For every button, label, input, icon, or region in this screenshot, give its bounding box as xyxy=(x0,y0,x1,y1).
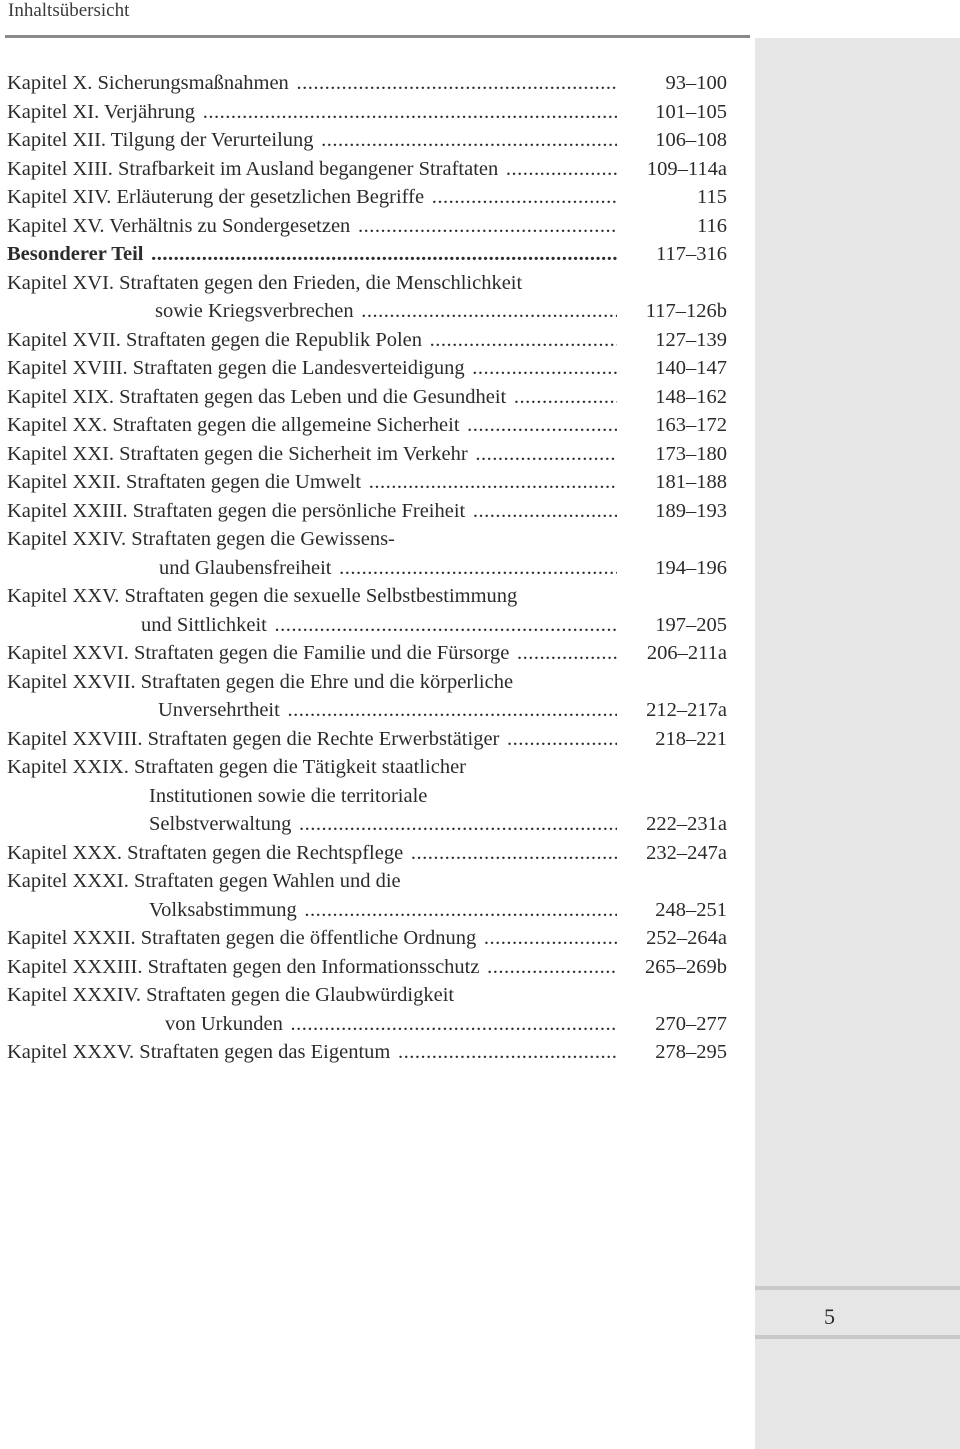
page-number-rule-top xyxy=(755,1286,960,1290)
toc-entry-label: Kapitel X. Sicherungsmaßnahmen xyxy=(7,72,289,94)
toc-entry-label: sowie Kriegsverbrechen xyxy=(155,300,354,322)
toc-entry-pages: 265–269b xyxy=(645,955,727,978)
toc-entry-pages: 117–316 xyxy=(656,243,727,265)
toc-entry xyxy=(7,839,727,867)
toc-entry xyxy=(7,468,727,496)
toc-entry-pages: 115 xyxy=(697,186,727,208)
toc-entry-pages: 189–193 xyxy=(655,499,727,522)
toc-entry-title xyxy=(7,981,617,1009)
toc-entry-title xyxy=(7,639,617,667)
toc-entry-title xyxy=(7,383,617,411)
toc-entry-pages: 278–295 xyxy=(655,1041,727,1063)
toc-entry-title xyxy=(7,98,617,126)
toc-entry-label: Kapitel XXVIII. Straftaten gegen die Rechte Erwerbstätiger xyxy=(7,727,500,750)
toc-entry xyxy=(7,183,727,211)
toc-entry xyxy=(7,240,727,268)
toc-entry-label: Besonderer Teil xyxy=(7,243,144,265)
toc-entry-title xyxy=(7,183,617,211)
toc-entry-pages: 140–147 xyxy=(655,357,727,379)
toc-entry-title xyxy=(7,212,617,240)
toc-entry xyxy=(7,155,727,183)
toc-entry-pages: 101–105 xyxy=(655,100,727,123)
toc-entry-title xyxy=(149,810,617,838)
toc-entry-label: Kapitel XXX. Straftaten gegen die Rechtspflege xyxy=(7,841,404,864)
toc-entry-title xyxy=(7,839,617,867)
toc-entry-pages: 206–211a xyxy=(646,642,727,664)
toc-entry-title xyxy=(7,269,617,297)
toc-entry-pages: 117–126b xyxy=(645,300,727,322)
toc-entry-label: Volksabstimmung xyxy=(149,898,297,921)
toc-entry-title xyxy=(7,924,617,952)
toc-entry-label: Institutionen sowie die territoriale xyxy=(149,784,428,807)
toc-entry-pages: 148–162 xyxy=(655,385,727,408)
toc-entry-label: und Glaubensfreiheit xyxy=(159,556,332,579)
toc-entry-label: Kapitel XXXV. Straftaten gegen das Eigentum xyxy=(7,1041,391,1063)
toc-entry xyxy=(7,69,727,97)
toc-entry-pages: 232–247a xyxy=(646,841,727,864)
toc-entry-label: Unversehrtheit xyxy=(158,699,280,721)
toc-entry-pages: 93–100 xyxy=(665,72,727,94)
toc-entry xyxy=(7,497,727,525)
toc-entry xyxy=(7,554,727,582)
toc-entry-title xyxy=(7,725,617,753)
toc-entry-title xyxy=(7,468,617,496)
toc-entry-label: Kapitel XXII. Straftaten gegen die Umwelt xyxy=(7,471,362,493)
toc-entry-pages: 163–172 xyxy=(655,414,727,436)
toc-entry xyxy=(7,212,727,240)
toc-entry xyxy=(7,126,727,154)
toc-entry-label: Kapitel XXXII. Straftaten gegen die öffentliche Ordnung xyxy=(7,927,477,949)
toc-entry-label: Kapitel XX. Straftaten gegen die allgemeine Sicherheit xyxy=(7,414,460,436)
toc-entry xyxy=(7,953,727,981)
toc-entry-pages: 181–188 xyxy=(655,471,727,493)
toc-entry xyxy=(7,326,727,354)
toc-entry-pages: 116 xyxy=(697,214,727,237)
toc-entry-pages: 106–108 xyxy=(655,129,727,151)
toc-entry-title xyxy=(7,1038,617,1066)
toc-entry-pages: 222–231a xyxy=(646,813,727,835)
toc-entry-title xyxy=(7,354,617,382)
toc-entry-label: Kapitel XII. Tilgung der Verurteilung xyxy=(7,129,314,151)
toc-entry xyxy=(7,668,727,696)
toc-entry-title xyxy=(159,554,617,582)
toc-entry xyxy=(7,383,727,411)
toc-entry-pages: 212–217a xyxy=(646,699,727,721)
toc-entry-label: Kapitel XXXIV. Straftaten gegen die Glaubwürdigkeit xyxy=(7,984,455,1006)
toc-entry-title xyxy=(7,867,617,895)
toc-entry-title xyxy=(141,611,617,639)
toc-entry-title xyxy=(165,1010,617,1038)
toc-entry-label: Kapitel XXXIII. Straftaten gegen den Informationsschutz xyxy=(7,955,480,978)
toc-entry xyxy=(7,810,727,838)
toc-entry-title xyxy=(7,525,617,553)
toc-entry xyxy=(7,582,727,610)
toc-entry-label: von Urkunden xyxy=(165,1012,283,1035)
toc-entry xyxy=(7,896,727,924)
toc-entry xyxy=(7,924,727,952)
toc-entry-label: Kapitel XXIII. Straftaten gegen die persönliche Freiheit xyxy=(7,499,466,522)
toc-entry-pages: 248–251 xyxy=(655,898,727,921)
toc-entry xyxy=(7,440,727,468)
toc-entry xyxy=(7,725,727,753)
toc-entry xyxy=(7,981,727,1009)
toc-entry-title xyxy=(149,782,617,810)
toc-entry xyxy=(7,269,727,297)
toc-entry-title xyxy=(7,126,617,154)
toc-entry xyxy=(7,297,727,325)
margin-band xyxy=(755,38,960,1449)
toc-entry-title xyxy=(7,411,617,439)
toc-entry-title xyxy=(158,696,617,724)
page-number-rule-bottom xyxy=(755,1335,960,1339)
toc-entry-label: Kapitel XV. Verhältnis zu Sondergesetzen xyxy=(7,214,351,237)
toc-entry-title xyxy=(7,155,617,183)
toc-entry-title xyxy=(7,240,617,268)
toc-entry-title xyxy=(7,497,617,525)
toc-entry-label: Kapitel XXVII. Straftaten gegen die Ehre und die körperliche xyxy=(7,670,514,693)
toc-entry-pages: 127–139 xyxy=(655,328,727,351)
toc-entry-title xyxy=(7,953,617,981)
toc-entry-pages: 109–114a xyxy=(646,157,727,180)
toc-entry-pages: 197–205 xyxy=(655,613,727,636)
header-divider xyxy=(5,35,750,38)
toc-entry-title xyxy=(7,668,617,696)
toc-entry-label: Selbstverwaltung xyxy=(149,813,292,835)
toc-entry-label: Kapitel XI. Verjährung xyxy=(7,100,196,123)
toc-entry-label: Kapitel XIV. Erläuterung der gesetzlichen Begriffe xyxy=(7,186,425,208)
toc-entry xyxy=(7,611,727,639)
toc-entry-label: Kapitel XXIV. Straftaten gegen die Gewissens- xyxy=(7,528,395,550)
toc-entry xyxy=(7,782,727,810)
toc-entry xyxy=(7,1038,727,1066)
toc-entry xyxy=(7,354,727,382)
toc-entry-label: Kapitel XXIX. Straftaten gegen die Tätigkeit staatlicher xyxy=(7,756,466,778)
toc-entry-pages: 270–277 xyxy=(655,1012,727,1035)
toc-entry xyxy=(7,753,727,781)
toc-entry xyxy=(7,525,727,553)
toc-entry-pages: 194–196 xyxy=(655,556,727,579)
toc-entry-title xyxy=(7,440,617,468)
toc-entry-label: Kapitel XXI. Straftaten gegen die Sicherheit im Verkehr xyxy=(7,442,468,465)
toc-entry-label: Kapitel XVII. Straftaten gegen die Republik Polen xyxy=(7,328,423,351)
toc-entry xyxy=(7,639,727,667)
toc-entry xyxy=(7,867,727,895)
toc-entry-title xyxy=(7,326,617,354)
toc-entry-title xyxy=(155,297,617,325)
toc-entry-pages: 173–180 xyxy=(655,442,727,465)
toc-entry-pages: 252–264a xyxy=(646,927,727,949)
toc-entry xyxy=(7,1010,727,1038)
toc-entry-label: Kapitel XVI. Straftaten gegen den Frieden, die Menschlichkeit xyxy=(7,271,523,294)
toc-entry-title xyxy=(149,896,617,924)
toc-entry-label: Kapitel XXV. Straftaten gegen die sexuelle Selbstbestimmung xyxy=(7,585,518,607)
toc-entry-title xyxy=(7,753,617,781)
toc-entry xyxy=(7,696,727,724)
toc-entry-label: Kapitel XXVI. Straftaten gegen die Familie und die Fürsorge xyxy=(7,642,510,664)
page-header-title: Inhaltsübersicht xyxy=(8,0,130,21)
toc-entry-label: und Sittlichkeit xyxy=(141,613,267,636)
toc-entry-label: Kapitel XIX. Straftaten gegen das Leben und die Gesundheit xyxy=(7,385,507,408)
toc-entry-label: Kapitel XXXI. Straftaten gegen Wahlen und die xyxy=(7,870,401,892)
toc-entry-label: Kapitel XIII. Strafbarkeit im Ausland begangener Straftaten xyxy=(7,157,499,180)
toc-entry xyxy=(7,411,727,439)
toc-entry-title xyxy=(7,69,617,97)
toc-entry xyxy=(7,98,727,126)
toc-entry-pages: 218–221 xyxy=(655,727,727,750)
toc-entry-title xyxy=(7,582,617,610)
toc-entry-label: Kapitel XVIII. Straftaten gegen die Landesverteidigung xyxy=(7,357,465,379)
page-number: 5 xyxy=(824,1304,835,1329)
